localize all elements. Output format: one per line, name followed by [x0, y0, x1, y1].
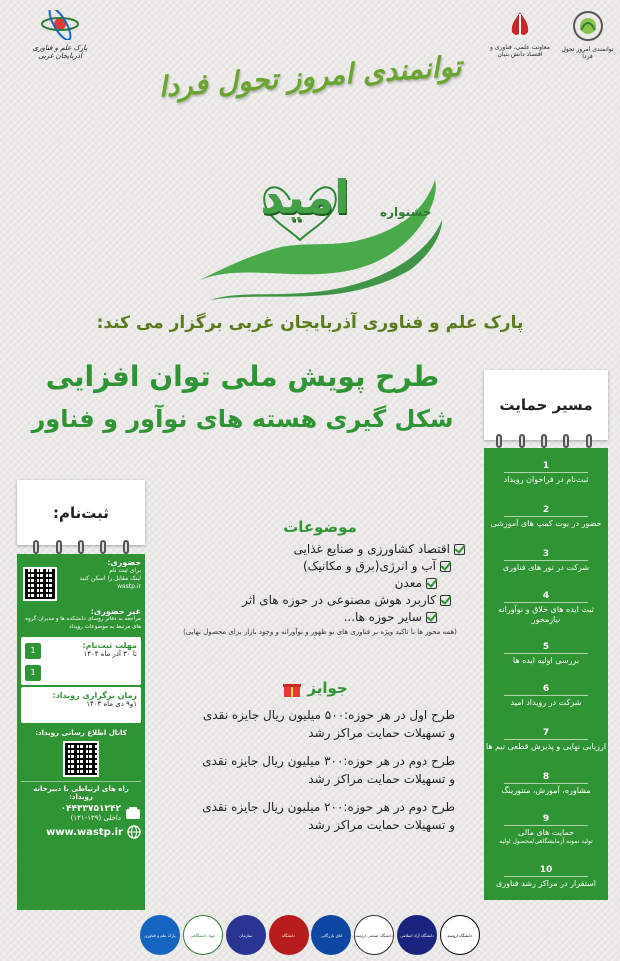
- event-label: زمان برگزاری رویداد:: [52, 691, 137, 701]
- footer-logo-icon: [397, 915, 437, 955]
- ring: [56, 540, 62, 554]
- step-label: استقرار در مراکز رشد فناوری: [495, 879, 597, 889]
- website-link[interactable]: www.wastp.ir: [46, 826, 123, 838]
- in-person-label: حضوری:: [107, 558, 141, 567]
- logo-right-1-text: معاونت علمی، فناوری و اقتصاد دانش بنیان: [490, 44, 550, 59]
- ring: [563, 434, 569, 448]
- support-steps: [484, 448, 608, 900]
- support-step: [484, 540, 608, 582]
- step-number: 9: [504, 814, 588, 826]
- step-number: 1: [504, 461, 588, 473]
- ring: [586, 434, 592, 448]
- topics-section: [175, 518, 465, 638]
- organizer-line: پارک علم و فناوری آذربایجان غربی برگزار می کند:: [96, 313, 524, 333]
- step-number: 8: [504, 772, 588, 784]
- prize-line: و تسهیلات حمایت مراکز رشد: [308, 771, 455, 786]
- logo-right-2-text: توانمندی امروز تحول فردا: [561, 46, 614, 60]
- step-label: ارزیابی نهایی و پذیرش قطعی تیم ها: [485, 742, 607, 752]
- topics-heading: موضوعات: [283, 518, 357, 536]
- prize-line: و تسهیلات حمایت مراکز رشد: [308, 725, 455, 740]
- topic-item: [175, 610, 465, 624]
- support-step: [484, 718, 608, 762]
- topic-text: کاربرد هوش مصنوعی در حوزه های اثر: [242, 593, 436, 607]
- prize-item: [165, 798, 465, 834]
- main-title-line2: شکل گیری هسته های نوآور و فناور: [31, 405, 454, 433]
- footer-logo-icon: [226, 915, 266, 955]
- ring: [519, 434, 525, 448]
- footer-logo-label: دانشگاه صنعتی ارومیه: [355, 932, 393, 938]
- ring: [78, 540, 84, 554]
- in-person-row: [21, 567, 141, 605]
- registration-body: [17, 554, 145, 910]
- calendar-number: 1: [30, 646, 36, 656]
- logo-left: [20, 10, 100, 65]
- contact-label: راه های ارتباطی با دبیرخانه رویداد:: [21, 781, 141, 801]
- checkbox-icon: [440, 561, 451, 572]
- topic-text: معدن: [394, 576, 422, 590]
- main-title-line1: طرح پویش ملی توان افزایی: [45, 360, 440, 393]
- support-step: [484, 634, 608, 674]
- qr-code-registration[interactable]: [23, 567, 57, 601]
- prizes-section: [165, 678, 465, 834]
- footer-logo-label: دانشگاه آزاد اسلامی: [400, 932, 435, 938]
- footer-logo-icon: [311, 915, 351, 955]
- festival-name: امید: [260, 170, 350, 224]
- step-label: ثبت ایده های خلاق و نوآورانه نیازمحور: [498, 605, 594, 625]
- deadline-label: مهلت ثبت‌نام:: [82, 641, 137, 651]
- prize-item: [165, 752, 465, 788]
- support-step: [484, 764, 608, 804]
- topic-text: اقتصاد کشاورزی و صنایع غذایی: [293, 542, 450, 556]
- footer-logo-icon: [140, 915, 180, 955]
- phone-number[interactable]: ۰۴۴۳۳۷۵۱۲۴۲: [60, 804, 121, 815]
- support-path-panel: [480, 370, 608, 930]
- innovation-seal-icon: [571, 10, 605, 42]
- logo-left-text: پارک علم و فناوری آذربایجان غربی: [32, 44, 88, 60]
- slogan: توانمندی امروز تحول فردا: [157, 49, 463, 104]
- step-label: حمایت های مالی: [518, 828, 574, 838]
- ring: [123, 540, 129, 554]
- checkbox-icon: [440, 595, 451, 606]
- topic-text: سایر حوزه ها...: [343, 610, 422, 624]
- prize-line: طرح دوم در هر حوزه:۲۰۰ میلیون ریال جایزه نقدی: [202, 799, 455, 814]
- calendar-icon: [25, 643, 41, 659]
- globe-icon: [127, 825, 141, 839]
- phone-icon: [125, 806, 141, 820]
- hint-line: لینک مقابل را اسکن کنید: [79, 574, 141, 582]
- channel-label: کانال اطلاع رسانی رویداد:: [35, 729, 127, 738]
- registration-heading: ثبت‌نام:: [53, 503, 109, 522]
- footer-logo-label: پارک علم و فناوری: [144, 932, 176, 938]
- support-step: [484, 806, 608, 854]
- ring: [100, 540, 106, 554]
- footer-logo-label: اتاق بازرگانی: [320, 932, 343, 938]
- prize-line: و تسهیلات حمایت مراکز رشد: [308, 817, 455, 832]
- prize-line: طرح دوم در هر حوزه:۳۰۰ میلیون ریال جایزه نقدی: [202, 753, 455, 768]
- festival-hand-graphic: [180, 140, 450, 325]
- support-path-heading: مسیر حمایت: [499, 396, 593, 414]
- topics-note: (همه محور ها با تاکید ویژه بر فناوری های نو ظهور و نوآورانه و وجود بازار برای محصول نهایی): [183, 628, 457, 636]
- footer-logo-label: دانشگاه ارومیه: [447, 932, 473, 938]
- prize-item: [165, 706, 465, 742]
- footer-logo-icon: [269, 915, 309, 955]
- event-value: ۱و۹ دی ماه ۱۴۰۴: [86, 700, 137, 709]
- step-number: 5: [504, 642, 588, 654]
- event-box: [21, 687, 141, 723]
- topic-text: آب و انرژی(برق و مکانیک): [302, 559, 436, 573]
- footer-logos: [140, 915, 480, 955]
- step-number: 3: [504, 549, 588, 561]
- footer-logo-label: سازمان: [239, 932, 253, 938]
- topic-item: [175, 593, 465, 607]
- support-step: [484, 496, 608, 538]
- step-number: 2: [504, 505, 588, 517]
- step-label: مشاوره، آموزش، منتورینگ: [501, 786, 591, 796]
- topic-item: [175, 559, 465, 573]
- festival-label: جشنواره: [380, 205, 432, 219]
- footer-logo-label: دانشگاه: [281, 932, 296, 938]
- science-park-logo-icon: [40, 10, 80, 40]
- website-row: [21, 825, 141, 839]
- registration-panel: [17, 480, 145, 910]
- ring: [496, 434, 502, 448]
- step-label: بررسی اولیه ایده ها: [512, 656, 580, 666]
- remote-text: مراجعه به دفاتر روسای دانشکده ها و مدیران گروه های مرتبط به موضوعات رویداد: [25, 616, 141, 630]
- step-number: 4: [504, 591, 588, 603]
- support-step: [484, 584, 608, 632]
- topic-item: [175, 576, 465, 590]
- qr-code-channel[interactable]: [63, 741, 99, 777]
- support-path-header-card: [484, 370, 608, 440]
- gift-icon: [282, 680, 302, 698]
- ring: [541, 434, 547, 448]
- in-person-hint: [61, 567, 141, 590]
- step-label: شرکت در رویداد امید: [510, 698, 582, 708]
- hint-line: wastp.ir: [117, 582, 141, 590]
- step-number: 6: [504, 684, 588, 696]
- checkbox-icon: [426, 612, 437, 623]
- prizes-header: [165, 678, 465, 698]
- footer-logo-icon: [440, 915, 480, 955]
- step-label: ثبت‌نام در فراخوان رویداد: [503, 475, 589, 485]
- topic-item: [175, 542, 465, 556]
- step-label: شرکت در تور های فناوری: [502, 563, 590, 573]
- deadline-box: [21, 637, 141, 685]
- footer-logo-label: جهاد دانشگاهی: [190, 932, 216, 938]
- prize-line: طرح اول در هر حوزه:۵۰۰ میلیون ریال جایزه نقدی: [202, 707, 455, 722]
- footer-logo-icon: [183, 915, 223, 955]
- logo-right-1: [490, 10, 550, 58]
- step-label: حضور در بوت کمپ های آموزشی: [490, 519, 602, 529]
- registration-header-card: [17, 480, 145, 545]
- support-step: [484, 856, 608, 898]
- prizes-heading: جوایز: [307, 679, 348, 697]
- step-sublabel: تولید نمونه آزمایشگاهی/محصول اولیه: [499, 838, 593, 846]
- step-number: 7: [504, 728, 588, 740]
- checkbox-icon: [426, 578, 437, 589]
- remote-label: غیر حضوری:: [90, 607, 141, 616]
- checkbox-icon: [454, 544, 465, 555]
- logo-right-2: [560, 10, 615, 60]
- step-number: 10: [504, 865, 588, 877]
- calendar-number: 1: [30, 668, 36, 678]
- deadline-value: تا ۳۰ آذر ماه ۱۴۰۴: [83, 650, 137, 659]
- footer-logo-icon: [354, 915, 394, 955]
- phone-extension: داخلی (۱۲۹-۱۲۱): [70, 814, 121, 823]
- hint-line: برای ثبت نام: [109, 567, 141, 574]
- phone-row: [21, 804, 141, 822]
- support-step: [484, 452, 608, 494]
- calendar-icon: [25, 665, 41, 681]
- iran-emblem-icon: [507, 10, 533, 40]
- ring: [33, 540, 39, 554]
- support-step: [484, 676, 608, 716]
